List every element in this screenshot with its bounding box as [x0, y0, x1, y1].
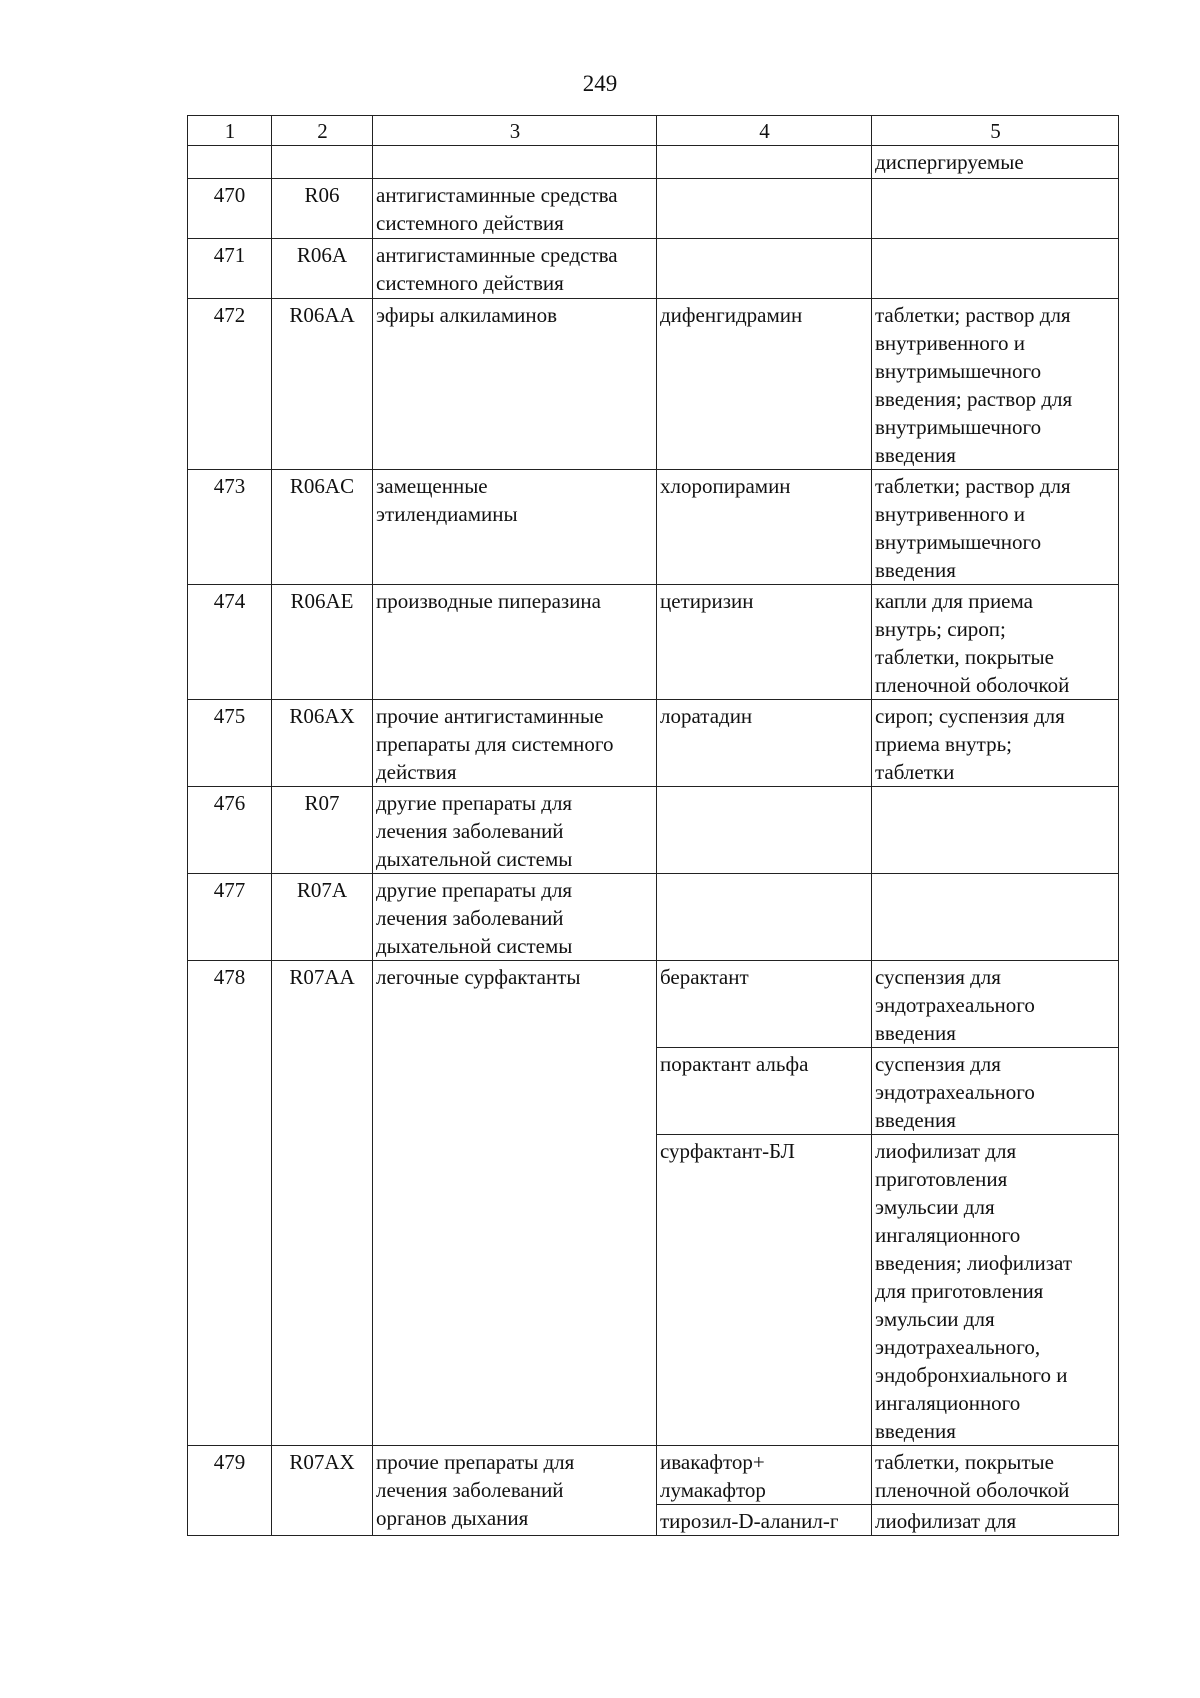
- column-header: 4: [657, 116, 872, 146]
- table-row: [188, 700, 1119, 787]
- drug-name-cell: сурфактант-БЛ: [657, 1135, 872, 1446]
- pharm-group-cell: легочные сурфактанты: [373, 961, 657, 1446]
- row-number-cell: 470: [188, 179, 272, 239]
- dosage-form-cell: сироп; суспензия для приема внутрь; таблетки: [872, 700, 1119, 787]
- pharm-group-cell: [373, 146, 657, 179]
- drug-name-cell: ивакафтор+ лумакафтор: [657, 1446, 872, 1505]
- pharm-group-cell: прочие препараты для лечения заболеваний органов дыхания: [373, 1446, 657, 1536]
- atc-code-cell: R06AX: [272, 700, 373, 787]
- dosage-form-cell: суспензия для эндотрахеального введения: [872, 1048, 1119, 1135]
- table-header-row: [188, 116, 1119, 146]
- row-number-cell: 475: [188, 700, 272, 787]
- table-row: [188, 299, 1119, 470]
- row-number-cell: 474: [188, 585, 272, 700]
- pharm-group-cell: антигистаминные средства системного действия: [373, 179, 657, 239]
- column-header: 5: [872, 116, 1119, 146]
- row-number-cell: 476: [188, 787, 272, 874]
- pharm-group-cell: другие препараты для лечения заболеваний дыхательной системы: [373, 874, 657, 961]
- pharm-group-cell: замещенные этилендиамины: [373, 470, 657, 585]
- atc-code-cell: R07A: [272, 874, 373, 961]
- drug-name-cell: тирозил-D-аланил-г: [657, 1505, 872, 1536]
- drug-name-cell: [657, 239, 872, 299]
- table-row: [188, 874, 1119, 961]
- drug-name-cell: [657, 787, 872, 874]
- atc-code-cell: R07: [272, 787, 373, 874]
- drug-name-cell: берактант: [657, 961, 872, 1048]
- row-number-cell: 478: [188, 961, 272, 1446]
- table-row: [188, 1446, 1119, 1505]
- table-row: [188, 787, 1119, 874]
- drug-name-cell: хлоропирамин: [657, 470, 872, 585]
- dosage-form-cell: [872, 874, 1119, 961]
- column-header: 2: [272, 116, 373, 146]
- atc-code-cell: R06AC: [272, 470, 373, 585]
- atc-code-cell: R06AA: [272, 299, 373, 470]
- pharm-group-cell: антигистаминные средства системного действия: [373, 239, 657, 299]
- drug-name-cell: цетиризин: [657, 585, 872, 700]
- table-row: [188, 470, 1119, 585]
- drug-name-cell: порактант альфа: [657, 1048, 872, 1135]
- table-row: [188, 585, 1119, 700]
- atc-code-cell: R07AX: [272, 1446, 373, 1536]
- row-number-cell: 472: [188, 299, 272, 470]
- row-number-cell: 473: [188, 470, 272, 585]
- atc-code-cell: R07AA: [272, 961, 373, 1446]
- row-number-cell: 471: [188, 239, 272, 299]
- dosage-form-cell: таблетки; раствор для внутривенного и внутримышечного введения: [872, 470, 1119, 585]
- dosage-form-cell: таблетки, покрытые пленочной оболочкой: [872, 1446, 1119, 1505]
- dosage-form-cell: [872, 787, 1119, 874]
- dosage-form-cell: лиофилизат для: [872, 1505, 1119, 1536]
- row-number-cell: 479: [188, 1446, 272, 1536]
- pharm-group-cell: производные пиперазина: [373, 585, 657, 700]
- table-row: [188, 961, 1119, 1048]
- dosage-form-cell: суспензия для эндотрахеального введения: [872, 961, 1119, 1048]
- atc-code-cell: [272, 146, 373, 179]
- table-row: [188, 179, 1119, 239]
- dosage-form-cell: диспергируемые: [872, 146, 1119, 179]
- pharm-group-cell: другие препараты для лечения заболеваний дыхательной системы: [373, 787, 657, 874]
- atc-code-cell: R06A: [272, 239, 373, 299]
- row-number-cell: [188, 146, 272, 179]
- pharm-group-cell: эфиры алкиламинов: [373, 299, 657, 470]
- dosage-form-cell: таблетки; раствор для внутривенного и внутримышечного введения; раствор для внутримышечного введения: [872, 299, 1119, 470]
- dosage-form-cell: капли для приема внутрь; сироп; таблетки, покрытые пленочной оболочкой: [872, 585, 1119, 700]
- atc-code-cell: R06: [272, 179, 373, 239]
- pharm-group-cell: прочие антигистаминные препараты для системного действия: [373, 700, 657, 787]
- medication-table: [187, 115, 1119, 1536]
- table-row: [188, 239, 1119, 299]
- row-number-cell: 477: [188, 874, 272, 961]
- page-number: 249: [582, 71, 618, 96]
- drug-name-cell: [657, 179, 872, 239]
- drug-name-cell: [657, 874, 872, 961]
- column-header: 3: [373, 116, 657, 146]
- dosage-form-cell: лиофилизат для приготовления эмульсии для ингаляционного введения; лиофилизат для приготовления эмульсии для эндотрахеального, эндобронхиального и ингаляционного введения: [872, 1135, 1119, 1446]
- column-header: 1: [188, 116, 272, 146]
- drug-name-cell: [657, 146, 872, 179]
- drug-name-cell: лоратадин: [657, 700, 872, 787]
- atc-code-cell: R06AE: [272, 585, 373, 700]
- dosage-form-cell: [872, 239, 1119, 299]
- drug-name-cell: дифенгидрамин: [657, 299, 872, 470]
- dosage-form-cell: [872, 179, 1119, 239]
- table-row: [188, 146, 1119, 179]
